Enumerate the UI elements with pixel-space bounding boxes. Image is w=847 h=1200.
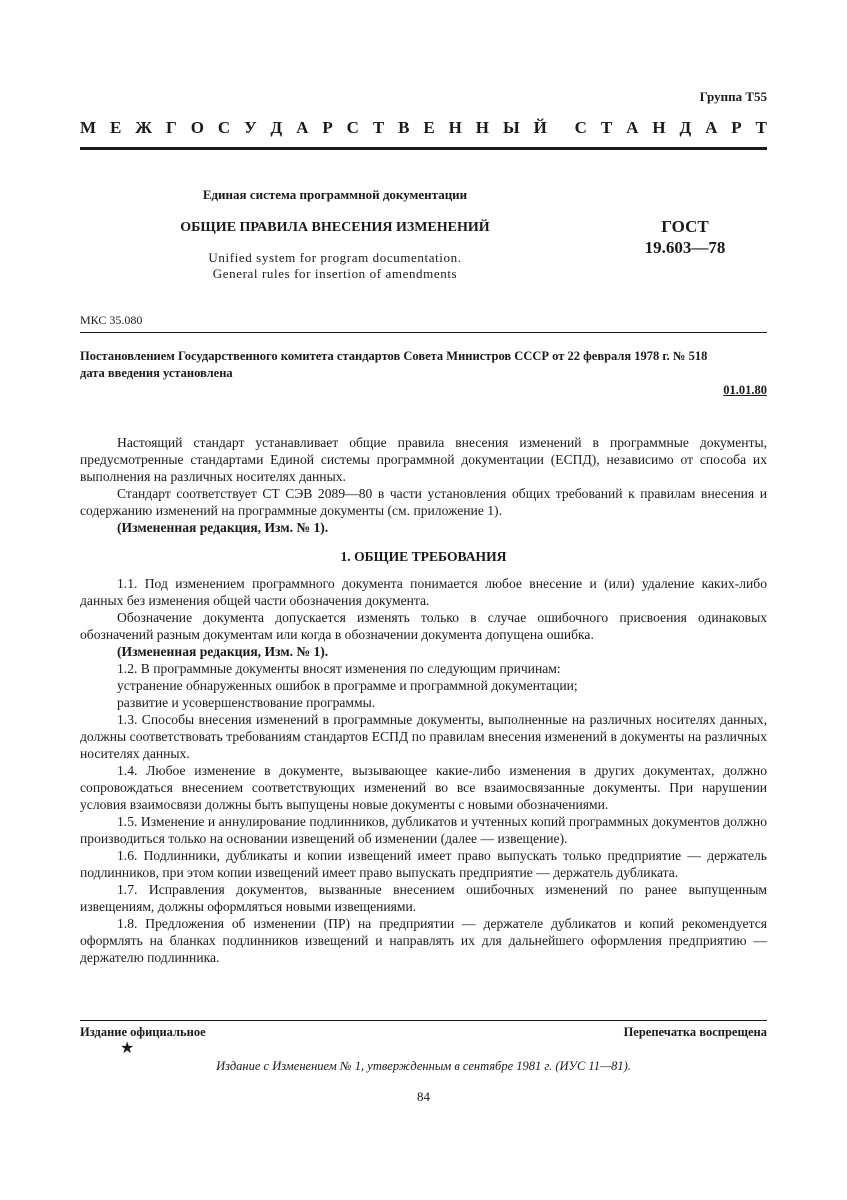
intro-paragraph: Настоящий стандарт устанавливает общие правила внесения изменений в программные документы, предусмотренные стандартами Единой системы программной документации (ЕСПД), независимо от способа их выполнения на различных носителях данных.: [80, 435, 767, 484]
heading-letter: В: [398, 118, 410, 137]
clause-1-6: 1.6. Подлинники, дубликаты и копии извещений имеет право выпускать только предприятие — держатель подлинников, при этом копии извещений имеет право выпускать предприятие — держатель дубликата.: [80, 848, 767, 880]
heading-letter: А: [296, 118, 309, 137]
document-title-en-line2: General rules for insertion of amendments: [212, 266, 458, 281]
heading-letter: Д: [679, 118, 692, 137]
heading-letter: А: [626, 118, 639, 137]
clause-1-2-item: устранение обнаруженных ошибок в программе и программной документации;: [117, 678, 578, 693]
intro-date-value: 01.01.80: [723, 383, 767, 397]
page-number: 84: [417, 1089, 430, 1104]
mks-code: МКС 35.080: [80, 313, 143, 327]
intro-paragraph: Стандарт соответствует СТ СЭВ 2089—80 в части установления общих требований к правилам внесения и содержанию изменений на программные документы (см. приложение 1).: [80, 486, 767, 518]
clause-1-5: 1.5. Изменение и аннулирование подлинников, дубликатов и учтенных копий программных документов должно производиться только на основании извещений об изменении (далее — извещение).: [80, 814, 767, 846]
heading-letter: А: [705, 118, 718, 137]
heading-letter: У: [244, 118, 257, 137]
heading-letter: О: [190, 118, 204, 137]
heading-letter: Н: [448, 118, 462, 137]
reprint-prohibited-label: Перепечатка воспрещена: [623, 1025, 767, 1039]
heading-letter: Т: [372, 118, 385, 137]
document-title-ru: ОБЩИЕ ПРАВИЛА ВНЕСЕНИЯ ИЗМЕНЕНИЙ: [180, 220, 490, 235]
clause-1-2: 1.2. В программные документы вносят изменения по следующим причинам:: [117, 661, 561, 676]
heading-letter: Н: [475, 118, 490, 137]
clause-1-8: 1.8. Предложения об изменении (ПР) на предприятии — держателе дубликатов и копий рекомендуется оформлять на бланках подлинников извещений и направлять их для дальнейшего оформления предприятию — держателю подлинника.: [80, 916, 767, 965]
clause-1-2-item: развитие и усовершенствование программы.: [117, 695, 376, 710]
heading-letter: М: [80, 118, 97, 137]
official-edition-label: Издание официальное: [80, 1025, 206, 1039]
heading-letter: Е: [109, 118, 122, 137]
gost-number: 19.603—78: [644, 238, 726, 257]
section-heading: 1. ОБЩИЕ ТРЕБОВАНИЯ: [340, 549, 507, 564]
heading-letter: Р: [322, 118, 333, 137]
heading-letter: Г: [165, 118, 177, 137]
heading-letter: С: [346, 118, 359, 137]
clause-1-3: 1.3. Способы внесения изменений в программные документы, выполненные на различных носителях данных, должны соответствовать требованиям стандартов ЕСПД по правилам внесения изменений в документы на различных носителях данных.: [80, 712, 767, 761]
revision-note: (Измененная редакция, Изм. № 1).: [117, 520, 329, 535]
heading-letter: Е: [423, 118, 435, 137]
document-body: [80, 434, 767, 966]
clause-1-4: 1.4. Любое изменение в документе, вызывающее какие-либо изменения в других документах, должно сопровождаться внесением соответствующих изменений во все взаимосвязанные документы. При нарушении условия взаимосвязи должны быть выпущены новые документы с новыми обозначениями.: [80, 763, 767, 812]
heading-letter: Н: [652, 118, 666, 137]
heading-letter: Й: [533, 118, 547, 137]
document-title-en-line1: Unified system for program documentation.: [208, 250, 462, 265]
heading-letter: Ы: [502, 118, 520, 137]
heading-letter: Т: [755, 118, 767, 137]
heading-letter: Р: [731, 118, 742, 137]
interstate-standard-heading: [80, 118, 767, 138]
group-code: Группа Т55: [699, 89, 767, 104]
heading-letter: С: [574, 118, 587, 137]
series-title: Единая система программной документации: [202, 187, 468, 202]
clause-1-1: 1.1. Под изменением программного документа понимается любое внесение и (или) удаление каких-либо данных без изменения общей части обозначения документа.: [80, 576, 767, 608]
footer-rule: [80, 1020, 767, 1021]
gost-label: ГОСТ: [661, 217, 709, 236]
heading-letter: Д: [270, 118, 283, 137]
intro-date-label: дата введения установлена: [80, 366, 233, 380]
clause-1-7: 1.7. Исправления документов, вызванные внесением ошибочных изменений по ранее выпущенным извещениям, должны оформляться новыми извещениями.: [80, 882, 767, 914]
decree-text: Постановлением Государственного комитета стандартов Совета Министров СССР от 22 февраля 1978 г. № 518: [80, 349, 708, 363]
revision-note: (Измененная редакция, Изм. № 1).: [117, 644, 329, 659]
heading-letter: Ж: [135, 118, 153, 137]
clause-1-1-cont: Обозначение документа допускается изменять только в случае ошибочного присвоения одинаковых обозначений разным документам или когда в обозначении документа допущена ошибка.: [80, 610, 767, 642]
edition-note: Издание с Изменением № 1, утвержденным в сентябре 1981 г. (ИУС 11—81).: [216, 1059, 631, 1073]
section-rule: [80, 332, 767, 333]
heading-letter: С: [217, 118, 231, 137]
heading-letter: Т: [600, 118, 613, 137]
star-icon: ★: [120, 1040, 135, 1057]
header-rule: [80, 147, 767, 150]
